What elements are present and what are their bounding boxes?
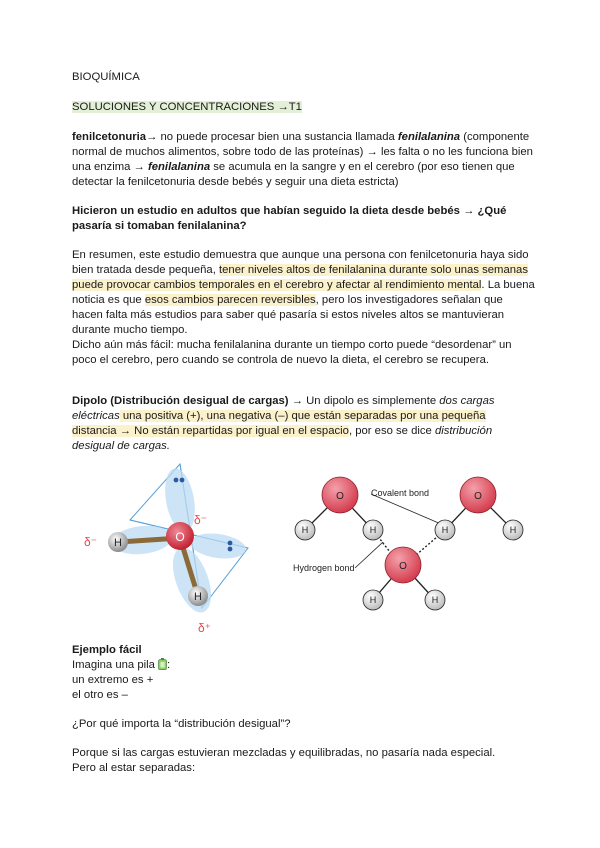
dipole-line4: desigual de cargas. <box>72 440 170 452</box>
para1-line4: detectar la fenilcetonuria desde bebés y seguir una dieta estricta) <box>72 176 399 188</box>
water-dipole-figure <box>80 460 280 640</box>
term-fenilcetonuria: fenilcetonuria <box>72 131 147 143</box>
example-answer2: Pero al estar separadas: <box>72 762 196 774</box>
para1-line1: fenilcetonuria→ no puede procesar bien una sustancia llamada fenilalanina (componente <box>72 131 530 143</box>
dipole-highlight-2: distancia → No están repartidas por igual en el espacio <box>72 425 349 437</box>
example-answer1: Porque si las cargas estuvieran mezcladas y equilibradas, no pasaría nada especial. <box>72 747 496 759</box>
dipole-term: Dipolo (Distribución desigual de cargas) <box>72 395 289 407</box>
hydrogen-leader <box>355 542 383 568</box>
hydrogen-bond-figure <box>285 468 535 618</box>
dipole-line3: distancia → No están repartidas por igual en el espacio, por eso se dice distribución <box>72 425 493 437</box>
summary-line5: hacen falta más estudios para saber qué pasaría si estos niveles altos se mantuvieran <box>72 309 505 321</box>
svg-text:H: H <box>441 525 449 535</box>
summary-line8: poco el cerebro, pero cuando se controla de nuevo la dieta, el cerebro se recupera. <box>72 354 489 366</box>
example-line3: el otro es – <box>72 689 128 701</box>
delta-plus: δ⁺ <box>198 621 212 635</box>
summary-line1: En resumen, este estudio demuestra que aunque una persona con fenilcetonuria haya sido <box>72 249 529 261</box>
summary-line6: durante mucho tiempo. <box>72 324 188 336</box>
svg-text:O: O <box>399 561 407 572</box>
example-line1: Imagina una pila : <box>72 659 171 671</box>
example-question: ¿Por qué importa la “distribución desigual”? <box>72 718 291 730</box>
delta-minus-right: δ⁻ <box>194 513 208 527</box>
term-fenilalanina: fenilalanina <box>397 131 461 143</box>
summary-line3: puede provocar cambios temporales en el cerebro y afectar al rendimiento mental. La buena <box>72 279 535 291</box>
dipole-line2: eléctricas una positiva (+), una negativa (–) que están separadas por una pequeña <box>72 410 486 422</box>
question-line2: pasaría si tomaban fenilalanina? <box>72 220 247 232</box>
subject-title: BIOQUÍMICA <box>72 71 140 83</box>
question-line1: Hicieron un estudio en adultos que habían seguido la dieta desde bebés → ¿Qué <box>72 205 507 217</box>
para1-line3: una enzima → fenilalanina se acumula en la sangre y en el cerebro (por eso tienen que <box>72 161 515 173</box>
svg-text:H: H <box>369 525 377 535</box>
summary-line4: noticia es que esos cambios parecen reversibles, pero los investigadores señalan que <box>72 294 503 306</box>
example-title: Ejemplo fácil <box>72 644 142 656</box>
hydrogen-bond-label: Hydrogen bond <box>293 563 355 573</box>
covalent-bond-label: Covalent bond <box>371 488 430 498</box>
svg-text:H: H <box>114 537 122 549</box>
dipole-highlight-1: una positiva (+), una negativa (–) que están separadas por una pequeña <box>119 410 486 422</box>
summary-highlight-3: esos cambios parecen reversibles <box>144 294 316 306</box>
summary-line2: bien tratada desde pequeña, tener niveles altos de fenilalanina durante solo unas semanas <box>72 264 528 276</box>
summary-line7: Dicho aún más fácil: mucha fenilalanina durante un tiempo corto puede “desordenar” un <box>72 339 512 351</box>
dipole-line1: Dipolo (Distribución desigual de cargas) → Un dipolo es simplemente dos cargas <box>72 395 495 407</box>
svg-text:H: H <box>301 525 309 535</box>
summary-highlight-1: tener niveles altos de fenilalanina durante solo unas semanas <box>218 264 528 276</box>
delta-minus-left: δ⁻ <box>84 535 98 549</box>
svg-text:O: O <box>336 491 344 502</box>
svg-text:H: H <box>431 595 439 605</box>
svg-text:O: O <box>175 530 185 544</box>
svg-text:H: H <box>369 595 377 605</box>
svg-text:H: H <box>509 525 517 535</box>
para1-line2: normal de muchos alimentos, sobre todo de las proteínas) → les falta o no les funciona bien <box>72 146 533 158</box>
example-line2: un extremo es + <box>72 674 154 686</box>
section-title-text: SOLUCIONES Y CONCENTRACIONES →T1 <box>72 101 302 113</box>
summary-highlight-2: puede provocar cambios temporales en el cerebro y afectar al rendimiento mental <box>72 279 482 291</box>
svg-text:O: O <box>474 491 482 502</box>
section-title <box>72 100 302 115</box>
svg-text:H: H <box>194 591 202 603</box>
battery-icon <box>158 658 167 670</box>
